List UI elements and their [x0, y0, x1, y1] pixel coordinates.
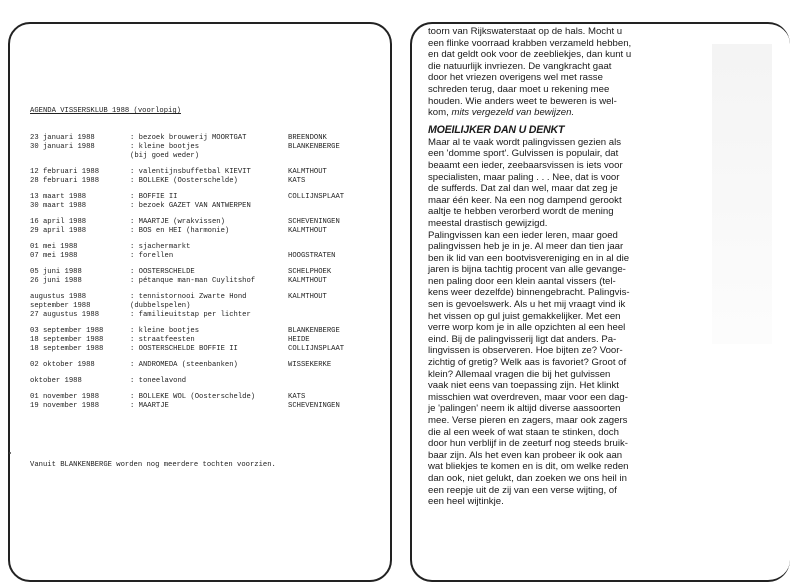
- text-line: ben ik lid van een bootvisvereniging en in al die: [428, 252, 630, 264]
- agenda-place: BLANKENBERGE: [288, 327, 340, 335]
- agenda-place: KALMTHOUT: [288, 227, 327, 235]
- text-line: eind. Bij de palingvisserij ligt dat anders. Pa-: [428, 333, 617, 345]
- text-line: sen is gevoelswerk. Als u het mij vraagt vind ik: [428, 299, 626, 311]
- agenda-date: 18 september 1988: [30, 345, 104, 353]
- text-line: een 'domme sport'. Gulvissen is populair, dat: [428, 148, 619, 160]
- agenda-date: 18 september 1988: [30, 336, 104, 344]
- agenda-place: WISSEKERKE: [288, 361, 332, 369]
- text-line: palingvissen heb je in je. Al meer dan tien jaar: [428, 241, 624, 253]
- agenda-place: KALMTHOUT: [288, 277, 327, 285]
- agenda-event: : sjachermarkt: [130, 243, 191, 251]
- agenda-date: 26 juni 1988: [30, 277, 82, 285]
- agenda-row: [30, 143, 380, 152]
- agenda-place: BLANKENBERGE: [288, 143, 340, 151]
- text-line: en dat geldt ook voor de zeebliekjes, dan kunt u: [428, 49, 632, 61]
- text-line: Maar al te vaak wordt palingvissen gezien als: [428, 136, 622, 148]
- agenda-row: [30, 402, 380, 411]
- agenda-row: [30, 268, 380, 277]
- group-gap: [30, 386, 380, 393]
- agenda-date: 01 mei 1988: [30, 243, 78, 251]
- text-line: de sufferds. Dat zal dan wel, maar dat zeg je: [428, 183, 618, 195]
- group-gap: [30, 236, 380, 243]
- agenda-event: : BOS en HEI (harmonie): [130, 227, 230, 235]
- agenda-event: : straatfeesten: [130, 336, 195, 344]
- agenda-event: : kleine bootjes: [130, 143, 200, 151]
- text-line: een reepje uit de zij van een verse wijting, of: [428, 484, 617, 496]
- agenda-event: : BOLLEKE (Oosterschelde): [130, 177, 238, 185]
- agenda-date: 03 september 1988: [30, 327, 104, 335]
- agenda-footer: Vanuit BLANKENBERGE worden nog meerdere tochten voorzien.: [30, 461, 276, 469]
- agenda-date: 05 juni 1988: [30, 268, 82, 276]
- text-line: specialisten, maar paling . . . Nee, dat is voor: [428, 171, 620, 183]
- agenda-place: KALMTHOUT: [288, 293, 327, 301]
- agenda-event: : BOLLEKE WOL (Oosterschelde): [130, 393, 256, 401]
- agenda-list: [30, 134, 380, 411]
- agenda-event: : OOSTERSCHELDE: [130, 268, 195, 276]
- text-line: toorn van Rijkswaterstaat op de hals. Mocht u: [428, 26, 623, 37]
- agenda-row: [30, 227, 380, 236]
- agenda-event: : familieuitstap per lichter: [130, 311, 251, 319]
- agenda-row: [30, 193, 380, 202]
- agenda-row: [30, 393, 380, 402]
- text-line: verre worp kom je in alle opzichten al een heel: [428, 322, 626, 334]
- agenda-place: SCHEVENINGEN: [288, 402, 340, 410]
- agenda-event: : BOFFIE II: [130, 193, 178, 201]
- intro-last-italic: mits vergezeld van bewijzen.: [451, 107, 575, 119]
- agenda-event: : pétanque man-man Cuylitshof: [130, 277, 256, 285]
- speck: [9, 452, 11, 454]
- text-line: beaamt een ieder, zeebaarsvissen is iets voor: [428, 159, 623, 171]
- agenda-row: [30, 277, 380, 286]
- agenda-date: 01 november 1988: [30, 393, 100, 401]
- text-line: Palingvissen kan een ieder leren, maar goed: [428, 229, 618, 241]
- group-gap: [30, 261, 380, 268]
- agenda-row: [30, 152, 380, 161]
- agenda-title: AGENDA VISSERSKLUB 1988 (voorlopig): [30, 107, 181, 115]
- text-line: meestal drastisch gewijzigd.: [428, 217, 548, 229]
- text-line: lingvissen is observeren. Hoe bijten ze? Voor-: [428, 345, 623, 357]
- text-line: vaak niet eens van toepassing zijn. Het klinkt: [428, 380, 619, 392]
- agenda-row: [30, 377, 380, 386]
- agenda-row: [30, 302, 380, 311]
- agenda-date: september 1988: [30, 302, 91, 310]
- intro-paragraph: [428, 26, 673, 107]
- text-line: schreden terug, daar moet u rekening mee: [428, 83, 610, 95]
- agenda-row: [30, 177, 380, 186]
- agenda-date: 02 oktober 1988: [30, 361, 95, 369]
- agenda-row: [30, 243, 380, 252]
- agenda-event: : MAARTJE: [130, 402, 169, 410]
- agenda-place: SCHELPHOEK: [288, 268, 332, 276]
- agenda-date: 07 mei 1988: [30, 252, 78, 260]
- agenda-event: : toneelavond: [130, 377, 187, 385]
- agenda-place: COLLIJNSPLAAT: [288, 193, 345, 201]
- agenda-date: 30 januari 1988: [30, 143, 95, 151]
- agenda-date: 16 april 1988: [30, 218, 87, 226]
- text-line: aaltje te hebben verorberd wordt de mening: [428, 206, 614, 218]
- text-line: die natuurlijk invriezen. De vangkracht gaat: [428, 60, 612, 72]
- agenda-date: 23 januari 1988: [30, 134, 95, 142]
- agenda-event: : tennistornooi Zwarte Hond: [130, 293, 247, 301]
- group-gap: [30, 161, 380, 168]
- agenda-place: KALMTHOUT: [288, 168, 327, 176]
- text-line: door hun verblijf in de zeeturf nog steeds bruik-: [428, 438, 628, 450]
- agenda-date: oktober 1988: [30, 377, 82, 385]
- agenda-event: : forellen: [130, 252, 174, 260]
- text-line: kens weer dezelfde) binnengebracht. Palingvis-: [428, 287, 630, 299]
- agenda-event: : MAARTJE (wrakvissen): [130, 218, 225, 226]
- agenda-event: : bezoek GAZET VAN ANTWERPEN: [130, 202, 251, 210]
- agenda-row: [30, 327, 380, 336]
- body-paragraph: [428, 137, 673, 508]
- agenda-event: : kleine bootjes: [130, 327, 200, 335]
- text-line: mee. Verse pieren en zagers, maar ook zagers: [428, 415, 628, 426]
- text-line: houden. Wie anders weet te beweren is wel-: [428, 95, 617, 107]
- agenda-place: KATS: [288, 177, 306, 185]
- agenda-event: (bij goed weder): [130, 152, 200, 160]
- agenda-date: 29 april 1988: [30, 227, 87, 235]
- agenda-row: [30, 134, 380, 143]
- group-gap: [30, 286, 380, 293]
- agenda-place: SCHEVENINGEN: [288, 218, 340, 226]
- text-line: zichtig of gretig? Welk aas is favoriet? Groot of: [428, 357, 627, 369]
- agenda-date: 30 maart 1988: [30, 202, 87, 210]
- agenda-date: augustus 1988: [30, 293, 87, 301]
- agenda-row: [30, 361, 380, 370]
- group-gap: [30, 354, 380, 361]
- agenda-row: [30, 252, 380, 261]
- text-line: een flinke voorraad krabben verzameld hebben,: [428, 37, 632, 49]
- agenda-place: KATS: [288, 393, 306, 401]
- agenda-event: : OOSTERSCHELDE BOFFIE II: [130, 345, 238, 353]
- text-line: door het vriezen overigens wel met rasse: [428, 72, 603, 84]
- text-line: een heel wijtinkje.: [428, 496, 504, 508]
- group-gap: [30, 186, 380, 193]
- text-line: baar zijn. Als het even kan probeer ik ook aan: [428, 449, 623, 461]
- agenda-event: : valentijnsbuffetbal KIEVIT: [130, 168, 251, 176]
- agenda-event: : bezoek brouwerij MOORTGAT: [130, 134, 247, 142]
- bleed-through-shadow: [712, 44, 772, 344]
- text-line: nen paling door een klein aantal vissers (tel-: [428, 275, 616, 287]
- agenda-row: [30, 293, 380, 302]
- text-line: misschien wat overdreven, maar voor een dag-: [428, 391, 628, 403]
- agenda-place: HOOGSTRATEN: [288, 252, 336, 260]
- text-line: dan ook, niet gelukt, dan zoeken we ons heil in: [428, 472, 627, 484]
- text-line: wat bliekjes te komen en is dit, om welke reden: [428, 461, 629, 473]
- agenda-row: [30, 311, 380, 320]
- text-line: die al een week of wat staan te stinken, doch: [428, 426, 619, 438]
- intro-last-plain: kom,: [428, 107, 452, 119]
- agenda-date: 12 februari 1988: [30, 168, 100, 176]
- group-gap: [30, 370, 380, 377]
- text-line: maar één keer. Na een nog dampend gerookt: [428, 194, 622, 206]
- section-heading: MOEILIJKER DAN U DENKT: [428, 123, 565, 136]
- agenda-place: HEIDE: [288, 336, 310, 344]
- article-column: [428, 26, 673, 508]
- agenda-date: 13 maart 1988: [30, 193, 87, 201]
- agenda-row: [30, 218, 380, 227]
- agenda-date: 19 november 1988: [30, 402, 100, 410]
- agenda-date: 27 augustus 1988: [30, 311, 100, 319]
- agenda-row: [30, 345, 380, 354]
- agenda-date: 28 februari 1988: [30, 177, 100, 185]
- agenda-row: [30, 336, 380, 345]
- text-line: het vissen op gul juist gemakkelijker. Met een: [428, 310, 621, 322]
- group-gap: [30, 211, 380, 218]
- agenda-event: (dubbelspelen): [130, 302, 191, 310]
- agenda-row: [30, 168, 380, 177]
- agenda-place: BREENDONK: [288, 134, 327, 142]
- agenda-row: [30, 202, 380, 211]
- agenda-event: : ANDROMEDA (steenbanken): [130, 361, 238, 369]
- text-line: jaren is bijna tachtig procent van alle gevange-: [428, 264, 626, 276]
- intro-last-line: [428, 107, 673, 119]
- text-line: je 'palingen' neem ik altijd diverse aassoorten: [428, 403, 621, 415]
- agenda-place: COLLIJNSPLAAT: [288, 345, 345, 353]
- text-line: klein? Allemaal vragen die bij het gulvissen: [428, 368, 611, 380]
- group-gap: [30, 320, 380, 327]
